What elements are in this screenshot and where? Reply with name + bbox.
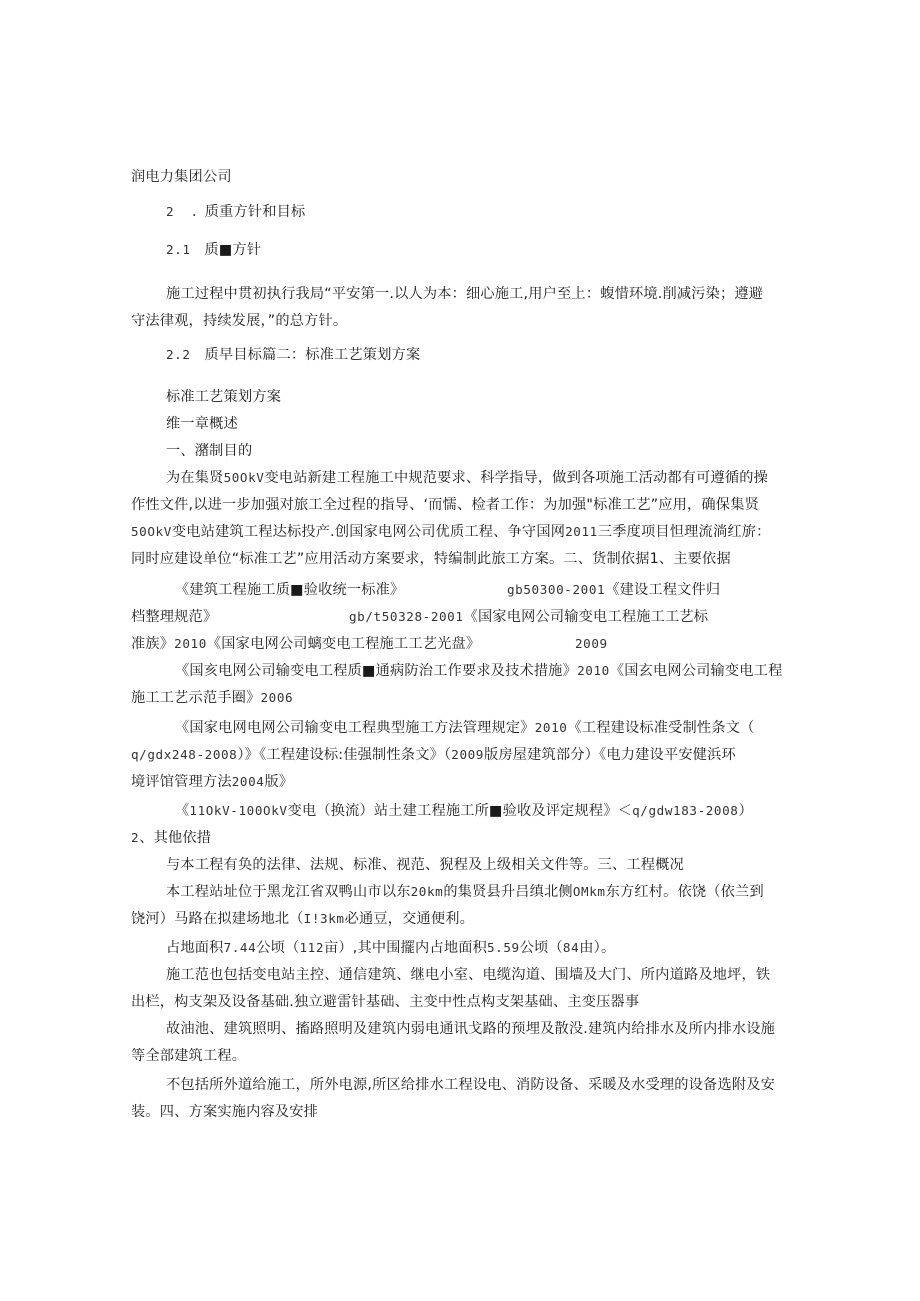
section-2-2-heading: 2.2 质早目标篇二：标准工艺策划方案: [166, 347, 421, 363]
overview-line: 施工范也包括变电站主控、通信建筑、继电小室、电缆沟道、围墙及大门、所内道路及地坪，铁: [166, 967, 771, 983]
overview-line: 故油池、建筑照明、搐路照明及建筑内弱电通讯戈路的预埋及散没.建筑内给排水及所内排水设施: [166, 1021, 775, 1037]
basis-line: gb50300-2001《建设工程文件归: [507, 582, 721, 598]
overview-line: 饶河）马路在拟建场地北（I!3km必通豆，交通便利。: [131, 911, 475, 927]
purpose-line: 作性文件,以进一步加强对旅工全过程的指导、‘而懦、检者工作：为加强"标准工艺”应用，确保集贤: [131, 497, 759, 513]
overview-line: 本工程站址位于黑龙江省双鸭山市以东20km的集贤县升吕缜北侧OMkm东方红村。依饶（依兰到: [166, 884, 764, 900]
basis-line: 《11OkV-100OkV变电（换流）站土建工程施工所■验收及评定规程》＜q/gdw183-2008）: [175, 803, 753, 819]
overview-line: 出栏，构支架及设备基础.独立避雷针基础、主变中性点构支架基础、主变压器事: [131, 994, 640, 1010]
policy-line: 施工过程中贯初执行我局“平安第一.以人为本：细心施工,用户至上：蝮惜环境.削减污染；遵避: [166, 286, 764, 302]
purpose-line: 50OkV变电站建筑工程达标投产.创国家电网公司优质工程、争守国网2011三季度项目怛理流淌红旂：: [131, 524, 771, 540]
basis-line: 准族》2010《国家电网公司螭变电工程施工工艺光盘》: [131, 636, 481, 652]
basis-line: 档整理规范》: [131, 609, 218, 625]
basis-line: 《国亥电网公司输变电工程质■通病防治工作要求及技术措施》2010《国玄电网公司输变电工程: [175, 663, 783, 679]
basis-line: 2009: [575, 636, 608, 651]
other-basis-heading: 2、其他依措: [131, 830, 212, 846]
overview-line: 装。四、方案实施内容及安排: [131, 1104, 319, 1120]
purpose-line: 同时应建设单位“标准工艺”应用活动方案要求，特编制此旅工方案。二、货制依据1、主要依据: [131, 551, 731, 567]
basis-line: 《建筑工程施工质■验收统一标准》: [175, 582, 405, 598]
plan-title: 标准工艺策划方案: [166, 389, 282, 405]
purpose-heading: 一、潴制目的: [166, 443, 253, 459]
company-name: 润电力集团公司: [131, 169, 232, 185]
other-basis-line: 与本工程有奂的法律、法规、标准、视范、猊程及上级相关文件等。三、工程概况: [166, 857, 684, 873]
section-2-1-heading: 2.1 质■方针: [166, 242, 262, 258]
chapter-heading: 维一章概述: [166, 416, 238, 432]
section-2-heading: 2 . 质重方针和目标: [166, 204, 306, 220]
overview-line: 不包括所外道给施工，所外电源,所区给排水工程设电、消防设备、采暖及水受理的设备选附及安: [166, 1077, 775, 1093]
basis-line: gb/t50328-2001《国家电网公司输变电工程施工工艺标: [349, 609, 709, 625]
basis-line: 境评馆管理方法2004版》: [131, 774, 294, 790]
basis-line: 《国家电网电网公司输变电工程典型施工方法管理规定》2010《工程建设标准受制性条文（: [175, 720, 755, 736]
policy-line: 守法律观，持续发展，”的总方针。: [131, 313, 348, 329]
basis-line: q/gdx248-2008）》《工程建设标:佳强制性条文》（2009版房屋建筑部分）《电力建设平安健浜环: [131, 747, 736, 763]
basis-line: 施工工艺示范手圈》2006: [131, 690, 294, 706]
purpose-line: 为在集贤50OkV变电站新建工程施工中规范要求、科学指导，做到各项施工活动都有可遵循的操: [166, 470, 769, 486]
overview-line: 占地面积7.44公顷（112亩）,其中围擺内占地面积5.59公顷（84由）。: [166, 940, 616, 956]
overview-line: 等全部建筑工程。: [131, 1048, 247, 1064]
